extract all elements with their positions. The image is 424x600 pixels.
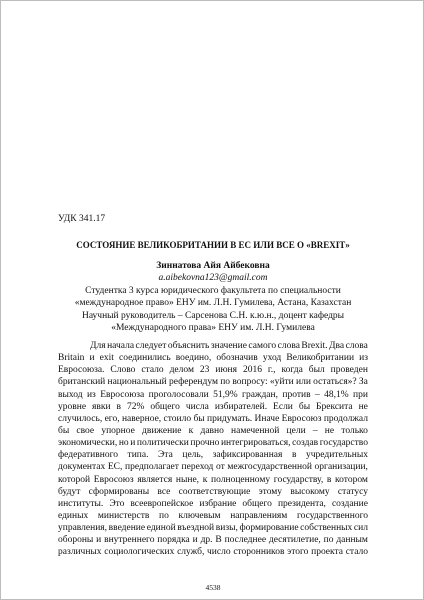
body-word: предполагает (125, 462, 179, 473)
body-word: Два (329, 341, 345, 351)
body-word: соединились (119, 353, 171, 364)
body-word: выход (58, 389, 83, 400)
body-line (58, 376, 368, 388)
body-word: Brexit. (301, 341, 328, 351)
body-word: государство (319, 438, 368, 449)
body-word: к (188, 425, 194, 436)
body-word: межгосударственной (227, 462, 312, 473)
body-word: Если (273, 401, 293, 412)
body-word: exit (99, 353, 114, 364)
body-word: ныне, (175, 474, 200, 485)
body-word: объяснить (167, 341, 210, 351)
body-word: продолжал (323, 413, 368, 424)
body-word: организации, (314, 462, 368, 473)
body-word: по (159, 510, 169, 521)
body-word: когда (281, 365, 303, 376)
body-word: – (314, 389, 320, 400)
body-word: к (202, 474, 208, 485)
body-word: социологических (104, 547, 175, 558)
body-word: намеченной (231, 425, 280, 436)
body-word: Britain (58, 353, 85, 364)
author-email: a.aibekovna123@gmail.com (158, 273, 268, 284)
body-word: 72% (126, 401, 145, 412)
body-word: статусу (337, 486, 368, 497)
body-word: обозначив (216, 353, 258, 364)
body-word: создав (292, 438, 319, 449)
body-word: формирование (239, 523, 299, 534)
body-word: из (86, 389, 96, 400)
body-word: национальный (107, 377, 167, 388)
body-word: высокому (290, 486, 330, 497)
body-word: создание (331, 498, 368, 509)
body-line (58, 498, 368, 510)
body-word: въездной (177, 523, 215, 534)
body-word: общего (150, 401, 180, 412)
body-word: по (323, 535, 334, 546)
body-word: июня (215, 365, 237, 376)
body-word: значение (210, 341, 247, 351)
body-word: единых (58, 510, 89, 521)
body-word: референдум (168, 377, 218, 388)
body-word: Евросоюза. (58, 365, 105, 376)
body-word: британский (58, 377, 106, 388)
body-word: министерств (97, 510, 150, 521)
body-word: интегрироваться, (220, 438, 291, 449)
body-word: и (89, 353, 95, 364)
body-word: воедино, (175, 353, 212, 364)
body-word: 23 (199, 365, 210, 376)
body-word: За (358, 377, 368, 388)
body-word: вопросу: (232, 377, 268, 388)
body-word: и (96, 535, 102, 546)
body-word: число (207, 547, 231, 558)
body-word: начала (107, 341, 135, 351)
body-word: порядка (157, 535, 190, 546)
body-word: только (341, 425, 368, 436)
udk-code: УДК 341.17 (58, 214, 106, 224)
body-word: экономически, (58, 438, 118, 449)
body-word: в (116, 401, 122, 412)
body-word: против (282, 389, 311, 400)
body-word: наверное, (121, 413, 162, 424)
body-word: десятилетие, (268, 535, 321, 546)
body-word: единой (146, 523, 176, 534)
body-word: др. (200, 535, 213, 546)
author-block (49, 260, 377, 334)
affiliation-line: «международное право» ЕНУ им. Л.Н. Гумилева, Астана, Казахстан (74, 298, 352, 309)
body-word: последнее (224, 535, 267, 546)
body-word: 51,9% (213, 389, 238, 400)
body-word: сформированы (88, 486, 150, 497)
body-line (58, 352, 368, 364)
body-word: направлениям (230, 510, 288, 521)
body-word: государственного (296, 510, 368, 521)
body-word: Евросоюз (93, 474, 134, 485)
body-word: учредительных (306, 450, 368, 461)
body-word: или (296, 377, 311, 388)
body-word: при (353, 389, 368, 400)
body-word: остаться»? (313, 377, 357, 388)
body-line (58, 413, 368, 425)
body-word: проекта (311, 547, 344, 558)
body-word: обороны (58, 535, 94, 546)
body-word: собственных (300, 523, 353, 534)
body-word: политически (136, 438, 189, 449)
body-word: бы (298, 401, 311, 412)
body-line (58, 522, 368, 534)
body-word: типа. (127, 450, 149, 461)
page-number: 4538 (205, 583, 221, 592)
body-word: движение (142, 425, 182, 436)
body-word: проголосовали (148, 389, 209, 400)
body-word: полноценному (211, 474, 271, 485)
body-word: всеевропейское (130, 498, 194, 509)
body-word: Евросоюз (281, 413, 322, 424)
body-word: слова (345, 341, 368, 351)
body-word: цели (286, 425, 306, 436)
body-word: самого (248, 341, 277, 351)
body-word: федеративного (58, 450, 118, 461)
body-line (58, 449, 368, 461)
body-word: – (312, 425, 318, 436)
body-word: сторонников (233, 547, 285, 558)
body-word: стоило (163, 413, 192, 424)
body-word: ключевым (178, 510, 221, 521)
body-word: давно (200, 425, 224, 436)
body-word: стало (141, 365, 164, 376)
body-word: внутреннего (104, 535, 155, 546)
body-word: упорное (101, 425, 135, 436)
body-word: не (358, 401, 368, 412)
body-line (58, 340, 368, 352)
body-word: сил (353, 523, 368, 534)
body-word: зафиксированная (212, 450, 283, 461)
body-word: Брексита (316, 401, 353, 412)
article-title: СОСТОЯНИЕ ВЕЛИКОБРИТАНИИ В ЕС ИЛИ ВСЕ О «BREXIT» (76, 240, 350, 250)
body-word: придумать. (207, 413, 253, 424)
body-word: делом (169, 365, 194, 376)
affiliation-line: «Международного права» ЕНУ им. Л.Н. Гумилева (111, 323, 315, 334)
body-word: г., (267, 365, 276, 376)
body-word: ЕС, (107, 462, 123, 473)
body-word: является (137, 474, 173, 485)
body-word: прочно (190, 438, 220, 449)
body-word: от (216, 462, 225, 473)
body-word: бы (193, 413, 205, 424)
body-word: Иначе (254, 413, 280, 424)
body-line (58, 425, 368, 437)
body-word: Это (109, 498, 125, 509)
body-word: проведен (330, 365, 368, 376)
body-word: бы (58, 425, 70, 436)
body-word: В (215, 535, 222, 546)
body-word: институты. (58, 498, 104, 509)
body-word: цель, (182, 450, 204, 461)
body-word: котором (335, 474, 368, 485)
body-line (58, 510, 368, 522)
body-line (58, 534, 368, 546)
body-word: был (308, 365, 325, 376)
body-word: 2016 (242, 365, 262, 376)
body-word: президента, (277, 498, 326, 509)
body-word: случилось, (58, 413, 103, 424)
body-word: Великобритании (286, 353, 355, 364)
body-word: «уйти (269, 377, 294, 388)
body-word: общего (242, 498, 272, 509)
body-word: будут (58, 486, 81, 497)
body-word: избирателей. (214, 401, 268, 412)
body-word: стало (345, 547, 368, 558)
body-word: по (220, 377, 231, 388)
body-word: Евросоюза (100, 389, 145, 400)
body-word: служб, (177, 547, 205, 558)
body-word: в (291, 450, 297, 461)
body-word: в (326, 474, 332, 485)
affiliation-line: Студентка 3 курса юридического факультета по специальности (85, 285, 341, 296)
body-word: из (359, 353, 368, 364)
body-word: и (192, 535, 198, 546)
body-word: слова (277, 341, 300, 351)
body-word: соответствующие (178, 486, 251, 497)
body-word: но (118, 438, 129, 449)
body-word: 48,1% (324, 389, 349, 400)
body-word: введение (108, 523, 146, 534)
author-name: Зиннатова Айя Айбековна (156, 261, 270, 271)
body-word: управления, (58, 523, 108, 534)
body-line (58, 401, 368, 413)
body-word: все (157, 486, 171, 497)
body-word: различных (58, 547, 102, 558)
article-body (58, 340, 368, 559)
body-line (58, 364, 368, 376)
body-word: его, (104, 413, 120, 424)
body-word: числа (185, 401, 209, 412)
body-word: этому (258, 486, 283, 497)
body-word: визы, (215, 523, 238, 534)
body-word: которой (58, 474, 91, 485)
body-word: следует (135, 341, 167, 351)
body-word: и (130, 438, 136, 449)
body-word: избрание (199, 498, 237, 509)
body-word: Слово (110, 365, 136, 376)
body-word: переход (181, 462, 214, 473)
body-line (58, 486, 368, 498)
body-line (58, 546, 368, 558)
body-word: граждан, (242, 389, 278, 400)
body-word: данным (336, 535, 368, 546)
body-line (58, 474, 368, 486)
body-word: документах (58, 462, 106, 473)
body-word: Эта (158, 450, 173, 461)
body-line (58, 461, 368, 473)
body-word: явки (92, 401, 111, 412)
body-word: Для (90, 341, 106, 351)
body-line (58, 389, 368, 401)
body-word: этого (287, 547, 309, 558)
body-word: уход (262, 353, 282, 364)
affiliation-line: Научный руководитель – Сарсенова С.Н. к.ю.н., доцент кафедры (81, 310, 345, 321)
body-word: не (324, 425, 335, 436)
body-word: уровне (58, 401, 87, 412)
body-word: государству, (273, 474, 324, 485)
body-line (58, 437, 368, 449)
body-word: свое (76, 425, 95, 436)
